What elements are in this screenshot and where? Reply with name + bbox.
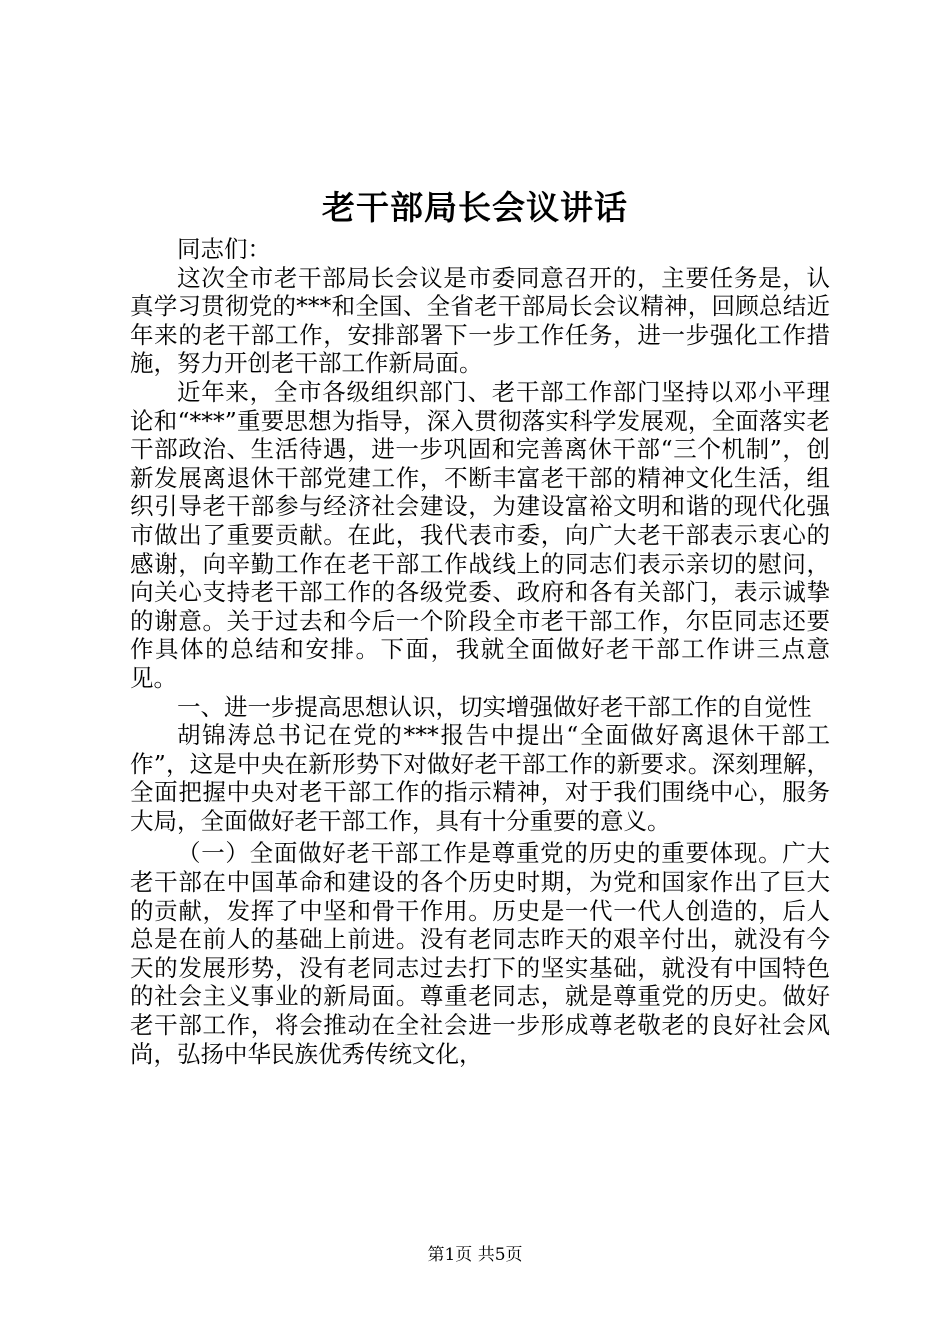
- document-body: [130, 235, 830, 1068]
- page-number-footer: 第1页 共5页: [427, 1245, 523, 1265]
- section-heading-1: 一、进一步提高思想认识，切实增强做好老干部工作的自觉性: [177, 692, 812, 721]
- section-1-paragraph: 胡锦涛总书记在党的***报告中提出“全面做好离退休干部工作”，这是中央在新形势下对做好老干部工作的新要求。深刻理解，全面把握中央对老干部工作的指示精神，对于我们围绕中心，服务大局，全面做好老干部工作，具有十分重要的意义。: [130, 721, 830, 835]
- salutation-paragraph: 同志们：: [177, 235, 271, 263]
- review-paragraph: 近年来，全市各级组织部门、老干部工作部门坚持以邓小平理论和“***”重要思想为指导，深入贯彻落实科学发展观，全面落实老干部政治、生活待遇，进一步巩固和完善离休干部“三个机制”，创新发展离退休干部党建工作，不断丰富老干部的精神文化生活，组织引导老干部参与经济社会建设，为建设富裕文明和谐的现代化强市做出了重要贡献。在此，我代表市委，向广大老干部表示衷心的感谢，向辛勤工作在老干部工作战线上的同志们表示亲切的慰问，向关心支持老干部工作的各级党委、政府和各有关部门，表示诚挚的谢意。关于过去和今后一个阶段全市老干部工作，尔臣同志还要作具体的总结和安排。下面，我就全面做好老干部工作讲三点意见。: [130, 377, 830, 692]
- document-title: 老干部局长会议讲话: [322, 188, 628, 227]
- intro-paragraph: 这次全市老干部局长会议是市委同意召开的，主要任务是，认真学习贯彻党的***和全国、全省老干部局长会议精神，回顾总结近年来的老干部工作，安排部署下一步工作任务，进一步强化工作措施，努力开创老干部工作新局面。: [130, 263, 830, 378]
- subsection-1-paragraph: （一）全面做好老干部工作是尊重党的历史的重要体现。广大老干部在中国革命和建设的各个历史时期，为党和国家作出了巨大的贡献，发挥了中坚和骨干作用。历史是一代一代人创造的，后人总是在前人的基础上前进。没有老同志昨天的艰辛付出，就没有今天的发展形势，没有老同志过去打下的坚实基础，就没有中国特色的社会主义事业的新局面。尊重老同志，就是尊重党的历史。做好老干部工作，将会推动在全社会进一步形成尊老敬老的良好社会风尚，弘扬中华民族优秀传统文化，: [130, 839, 830, 1068]
